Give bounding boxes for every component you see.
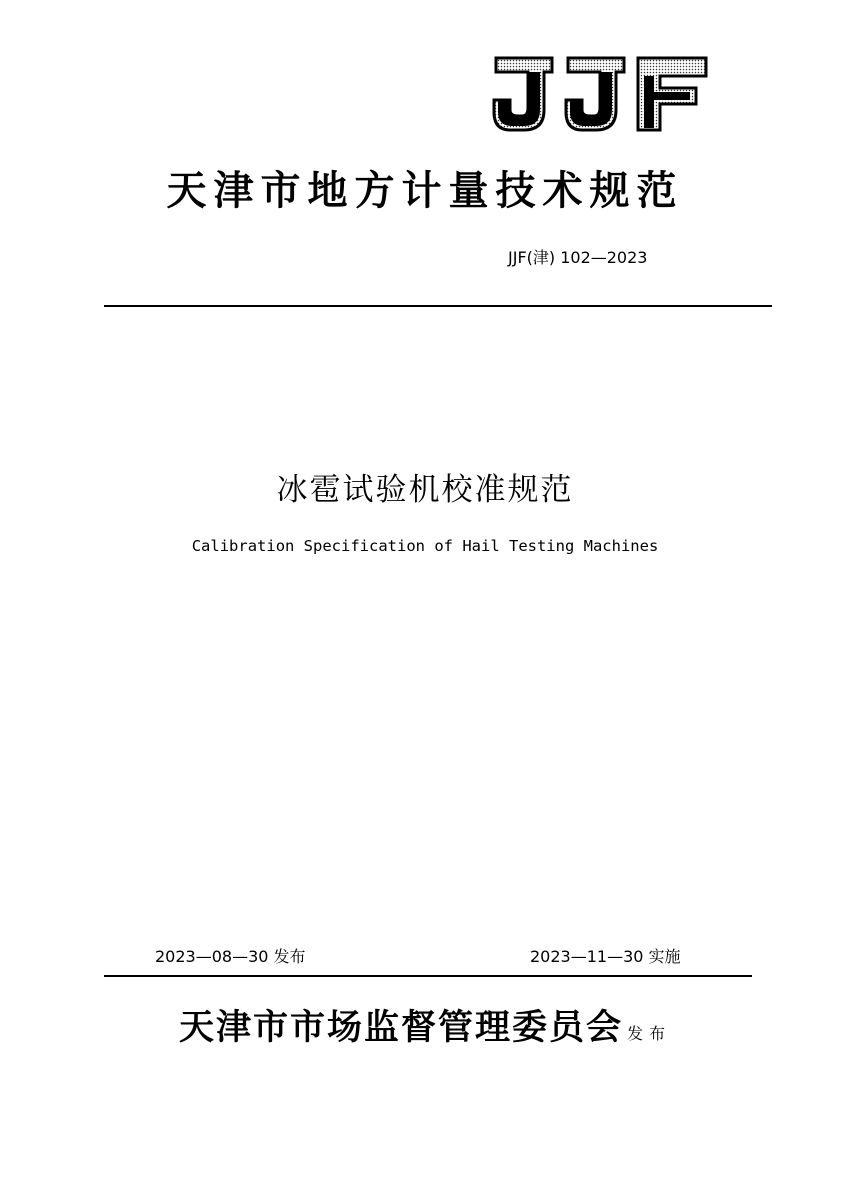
logo-letter-f (638, 58, 706, 130)
publisher-line (0, 1003, 850, 1059)
jjf-logo (488, 50, 710, 136)
logo-letter-j-1 (494, 58, 552, 130)
bottom-divider (104, 975, 752, 977)
top-divider (104, 305, 772, 307)
publish-label: 发布 (627, 1024, 672, 1043)
document-title-cn: 冰雹试验机校准规范 (276, 472, 574, 508)
logo-letter-j-2 (566, 58, 624, 130)
implementation-date: 2023—11—30 实施 (530, 947, 681, 966)
specification-code: JJF(津) 102—2023 (508, 248, 648, 267)
issue-date: 2023—08—30 发布 (155, 947, 306, 966)
specification-category: 天津市地方计量技术规范 (166, 167, 684, 214)
document-title-en: Calibration Specification of Hail Testing Machines (191, 537, 659, 555)
publisher-name: 天津市市场监督管理委员会 (178, 1007, 623, 1048)
